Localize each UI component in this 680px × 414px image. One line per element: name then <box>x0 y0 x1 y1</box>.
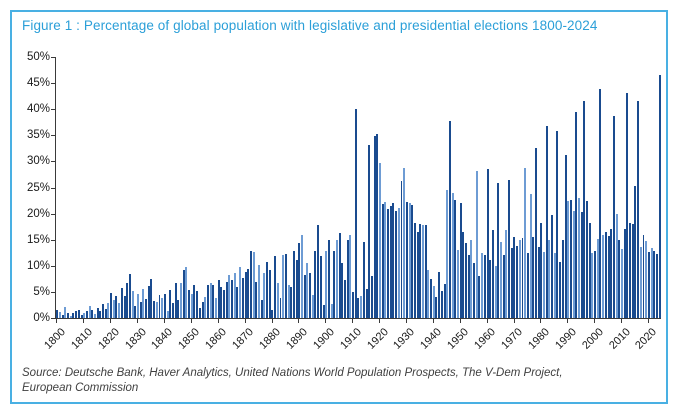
bar-1987 <box>559 262 561 318</box>
x-axis-tick-1820 <box>110 319 111 323</box>
bar-1959 <box>484 255 486 318</box>
bar-1845 <box>177 300 179 318</box>
bar-1838 <box>159 295 161 318</box>
bar-1976 <box>530 194 532 318</box>
bar-1882 <box>277 283 279 318</box>
bar-1989 <box>565 155 567 318</box>
x-axis-label-text: 1970 <box>499 326 525 352</box>
bar-1919 <box>376 134 378 318</box>
bar-1958 <box>481 253 483 318</box>
source-note: Source: Deutsche Bank, Haver Analytics, United Nations World Population Prospects, The V-Dem Project, European Commission <box>22 367 563 394</box>
bar-1863 <box>226 282 228 319</box>
bar-2001 <box>597 239 599 318</box>
y-axis-tick <box>51 135 55 136</box>
bar-1997 <box>586 201 588 319</box>
bar-1944 <box>444 284 446 318</box>
bar-1877 <box>263 273 265 318</box>
bar-1961 <box>489 260 491 319</box>
bar-1935 <box>419 224 421 318</box>
bar-2014 <box>632 224 634 318</box>
x-axis-tick-2010 <box>621 319 622 323</box>
bar-1927 <box>398 208 400 318</box>
bar-1950 <box>460 203 462 318</box>
bar-1853 <box>199 308 201 318</box>
bar-1948 <box>454 200 456 319</box>
bar-1941 <box>435 297 437 318</box>
bar-1884 <box>282 255 284 318</box>
bar-1923 <box>387 209 389 318</box>
bar-1800 <box>56 310 58 318</box>
x-axis-label-text: 1830 <box>122 326 149 352</box>
bar-1947 <box>452 193 454 318</box>
x-axis-tick-1980 <box>540 319 541 323</box>
bar-1966 <box>503 255 505 318</box>
bar-2015 <box>634 186 636 318</box>
x-axis-tick-1890 <box>298 319 299 323</box>
bar-1827 <box>129 274 131 318</box>
bar-1870 <box>245 272 247 319</box>
y-axis-label-30: 30% <box>26 155 50 168</box>
bar-1822 <box>115 296 117 318</box>
bar-1926 <box>395 211 397 318</box>
bar-1913 <box>360 296 362 318</box>
bar-1952 <box>465 243 467 318</box>
bar-1805 <box>70 316 72 318</box>
bar-1918 <box>374 136 376 318</box>
bar-1819 <box>107 303 109 318</box>
x-axis-label-text: 2020 <box>633 326 660 352</box>
bar-1967 <box>505 230 507 318</box>
bar-1813 <box>91 310 93 318</box>
y-axis-tick <box>51 266 55 267</box>
bar-1872 <box>250 251 252 318</box>
figure-frame <box>10 10 668 404</box>
bar-1835 <box>150 279 152 318</box>
x-axis-label-text: 1810 <box>68 326 95 352</box>
bar-1848 <box>185 267 187 318</box>
bar-1925 <box>392 203 394 318</box>
bar-1817 <box>102 304 104 318</box>
bar-1804 <box>67 313 69 318</box>
bar-1917 <box>371 276 373 318</box>
bar-2018 <box>643 235 645 319</box>
y-axis-label-20: 20% <box>26 207 50 220</box>
bar-1837 <box>156 302 158 318</box>
y-axis-tick <box>51 240 55 241</box>
x-axis-tick-1960 <box>487 319 488 323</box>
bar-chart-plot-area <box>55 57 661 319</box>
x-axis-tick-2000 <box>594 319 595 323</box>
x-axis-tick-1870 <box>245 319 246 323</box>
x-axis-label-text: 1860 <box>203 326 230 352</box>
bar-1970 <box>513 237 515 318</box>
bar-1998 <box>589 223 591 318</box>
bar-1963 <box>495 266 497 318</box>
bar-1808 <box>78 310 80 318</box>
bar-1867 <box>236 287 238 318</box>
x-axis-tick-1900 <box>325 319 326 323</box>
bar-1969 <box>511 248 513 319</box>
bar-2017 <box>640 247 642 319</box>
bar-1876 <box>261 300 263 318</box>
bar-1895 <box>312 295 314 318</box>
x-axis-label-text: 1910 <box>337 326 364 352</box>
bar-1847 <box>183 270 185 318</box>
bar-1812 <box>89 306 91 319</box>
bar-1979 <box>538 247 540 319</box>
y-axis-label-45: 45% <box>26 77 50 90</box>
bar-1900 <box>325 251 327 318</box>
bar-1818 <box>105 309 107 318</box>
bar-1869 <box>242 278 244 318</box>
bar-1883 <box>280 298 282 318</box>
x-axis-tick-1930 <box>406 319 407 323</box>
bar-1920 <box>379 163 381 318</box>
y-axis-label-5: 5% <box>33 285 50 298</box>
bar-1871 <box>247 269 249 318</box>
x-axis-label-text: 1920 <box>364 326 391 352</box>
y-axis-tick <box>51 292 55 293</box>
bar-1857 <box>210 283 212 318</box>
bar-1886 <box>288 285 290 318</box>
bar-1806 <box>72 313 74 318</box>
bar-1851 <box>193 285 195 318</box>
bar-1846 <box>180 283 182 318</box>
bar-1937 <box>425 225 427 318</box>
bar-2010 <box>621 249 623 318</box>
bar-1916 <box>368 145 370 318</box>
bar-1977 <box>532 237 534 318</box>
y-axis-label-50: 50% <box>26 51 50 63</box>
bar-1834 <box>148 286 150 318</box>
bar-2022 <box>653 251 655 318</box>
x-axis-label-text: 1930 <box>391 326 418 352</box>
bar-1855 <box>204 297 206 318</box>
x-axis-tick-1850 <box>191 319 192 323</box>
bar-1911 <box>355 109 357 318</box>
y-axis-label-25: 25% <box>26 181 50 194</box>
y-axis-tick <box>51 83 55 84</box>
bar-1922 <box>384 202 386 318</box>
bar-1981 <box>543 252 545 318</box>
bar-1993 <box>575 112 577 318</box>
bar-1910 <box>352 292 354 318</box>
bar-1973 <box>522 238 524 318</box>
x-axis-tick-1970 <box>514 319 515 323</box>
bar-1956 <box>476 171 478 318</box>
bar-1909 <box>349 235 351 319</box>
bar-1936 <box>422 225 424 318</box>
bar-1890 <box>298 243 300 318</box>
x-axis-label-text: 1850 <box>176 326 203 352</box>
bar-2002 <box>599 89 601 318</box>
x-axis-label-text: 1980 <box>525 326 552 352</box>
bar-1841 <box>167 311 169 318</box>
x-axis-tick-1810 <box>83 319 84 323</box>
bar-1924 <box>390 206 392 318</box>
bar-1896 <box>314 251 316 318</box>
bar-1968 <box>508 180 510 318</box>
bar-1824 <box>121 288 123 318</box>
x-axis-tick-1830 <box>137 319 138 323</box>
bar-1954 <box>470 240 472 318</box>
x-axis-label-text: 1990 <box>552 326 579 352</box>
bar-1978 <box>535 148 537 318</box>
bar-1875 <box>258 265 260 318</box>
x-axis-label-text: 1840 <box>149 326 176 352</box>
bar-2013 <box>629 223 631 318</box>
bar-1906 <box>341 263 343 318</box>
bar-1938 <box>427 270 429 318</box>
bar-2024 <box>659 75 661 318</box>
bar-2003 <box>602 235 604 319</box>
bar-1816 <box>99 311 101 318</box>
bar-2007 <box>613 116 615 319</box>
x-axis-tick-1940 <box>433 319 434 323</box>
bar-1891 <box>301 235 303 319</box>
bar-1990 <box>567 201 569 318</box>
bar-1942 <box>438 272 440 318</box>
bar-1953 <box>468 255 470 318</box>
x-axis-tick-1920 <box>379 319 380 323</box>
figure-title: Figure 1 : Percentage of global population with legislative and presidential elections 1800-2024 <box>22 18 598 33</box>
bar-1994 <box>578 198 580 318</box>
y-axis-label-35: 35% <box>26 129 50 142</box>
bar-1842 <box>169 290 171 318</box>
bar-1866 <box>234 273 236 318</box>
bar-1934 <box>417 232 419 318</box>
bar-1825 <box>124 296 126 318</box>
bar-1810 <box>83 313 85 318</box>
bar-2011 <box>624 229 626 318</box>
y-axis-tick <box>51 57 55 58</box>
bar-1929 <box>403 168 405 318</box>
y-axis-label-15: 15% <box>26 233 50 246</box>
bar-1881 <box>274 256 276 318</box>
bar-1849 <box>188 290 190 318</box>
bar-1814 <box>94 314 96 318</box>
bar-1972 <box>519 240 521 318</box>
bar-1999 <box>591 253 593 318</box>
bar-1885 <box>285 254 287 318</box>
bar-1852 <box>196 291 198 318</box>
bar-1912 <box>357 298 359 318</box>
bar-1821 <box>113 300 115 318</box>
bar-1826 <box>126 283 128 319</box>
bar-1889 <box>296 260 298 319</box>
y-axis-label-40: 40% <box>26 103 50 116</box>
bar-1843 <box>172 303 174 318</box>
bar-1928 <box>401 181 403 318</box>
bar-1858 <box>212 285 214 318</box>
x-axis-label-text: 1950 <box>445 326 472 352</box>
bar-1865 <box>231 280 233 318</box>
bar-1975 <box>527 253 529 318</box>
bar-1957 <box>478 276 480 318</box>
x-axis-tick-1990 <box>567 319 568 323</box>
bar-2008 <box>616 214 618 318</box>
bar-1844 <box>175 283 177 318</box>
y-axis-tick <box>51 318 55 319</box>
bar-1985 <box>554 253 556 318</box>
x-axis-label-text: 1820 <box>95 326 122 352</box>
bar-2000 <box>594 251 596 318</box>
bar-1809 <box>81 315 83 318</box>
bar-1892 <box>304 275 306 318</box>
bar-1856 <box>207 285 209 318</box>
bar-1820 <box>110 293 112 318</box>
bar-1807 <box>75 311 77 318</box>
bar-1859 <box>215 298 217 318</box>
bar-1991 <box>570 200 572 319</box>
bar-1873 <box>253 252 255 318</box>
bar-1962 <box>492 230 494 318</box>
bar-1940 <box>433 286 435 318</box>
bar-1939 <box>430 279 432 318</box>
bar-2016 <box>637 101 639 318</box>
bar-2004 <box>605 232 607 318</box>
bar-2005 <box>608 236 610 319</box>
bar-1992 <box>573 211 575 318</box>
y-axis-tick <box>51 161 55 162</box>
x-axis-tick-1860 <box>218 319 219 323</box>
bar-1930 <box>406 202 408 318</box>
x-axis-tick-2020 <box>648 319 649 323</box>
bar-1904 <box>336 240 338 318</box>
bar-1945 <box>446 190 448 318</box>
bar-1862 <box>223 290 225 318</box>
bar-1971 <box>516 246 518 318</box>
bar-1996 <box>583 101 585 318</box>
bar-1879 <box>269 270 271 318</box>
bar-1946 <box>449 121 451 318</box>
bar-2012 <box>626 93 628 319</box>
bar-1850 <box>191 294 193 319</box>
x-axis-tick-1840 <box>164 319 165 323</box>
bar-1949 <box>457 250 459 318</box>
x-axis-label-text: 1960 <box>472 326 499 352</box>
bar-1980 <box>540 223 542 318</box>
bar-1854 <box>202 302 204 318</box>
x-axis-label-text: 1880 <box>257 326 283 352</box>
bar-1839 <box>161 298 163 318</box>
x-axis-tick-1800 <box>56 319 57 323</box>
bar-1943 <box>441 291 443 318</box>
bar-1901 <box>328 240 330 318</box>
bar-1836 <box>153 301 155 318</box>
bar-1903 <box>333 251 335 318</box>
bar-1982 <box>546 126 548 318</box>
bar-1887 <box>290 287 292 318</box>
x-axis-label-text: 1870 <box>230 326 257 352</box>
bar-1986 <box>556 131 558 318</box>
bar-1983 <box>548 240 550 318</box>
bar-1984 <box>551 215 553 318</box>
bar-1864 <box>228 275 230 318</box>
bar-1815 <box>97 308 99 318</box>
bar-2023 <box>656 254 658 318</box>
bar-1811 <box>86 311 88 318</box>
x-axis-label-text: 2010 <box>606 326 633 352</box>
y-axis-label-0: 0% <box>33 312 50 324</box>
bar-1833 <box>145 299 147 318</box>
y-axis-tick <box>51 188 55 189</box>
bar-1801 <box>59 312 61 318</box>
x-axis-label-text: 1800 <box>41 326 68 352</box>
bar-1960 <box>487 169 489 318</box>
x-axis-label-text: 1890 <box>283 326 310 352</box>
y-axis-label-10: 10% <box>26 259 50 272</box>
bar-1897 <box>317 225 319 318</box>
bar-1931 <box>409 203 411 318</box>
bar-1898 <box>320 256 322 318</box>
bar-1915 <box>366 289 368 318</box>
bar-2019 <box>645 241 647 318</box>
bar-1860 <box>218 280 220 318</box>
bar-1840 <box>164 294 166 319</box>
x-axis-label-text: 1900 <box>310 326 337 352</box>
bar-1868 <box>239 267 241 318</box>
bar-1888 <box>293 251 295 318</box>
bar-1933 <box>414 223 416 318</box>
bar-1832 <box>142 289 144 318</box>
x-axis-label-text: 2000 <box>579 326 606 352</box>
bar-1803 <box>64 307 66 319</box>
bar-1902 <box>331 304 333 318</box>
bar-1914 <box>363 242 365 318</box>
x-axis-tick-1880 <box>272 319 273 323</box>
bar-1974 <box>524 168 526 318</box>
bar-1951 <box>462 232 464 318</box>
bar-1921 <box>382 204 384 318</box>
y-axis-tick <box>51 214 55 215</box>
bar-1995 <box>581 212 583 318</box>
bar-1905 <box>339 233 341 318</box>
bar-1829 <box>134 306 136 319</box>
bar-1823 <box>118 303 120 318</box>
x-axis-tick-1950 <box>460 319 461 323</box>
bar-2021 <box>651 248 653 318</box>
bar-1899 <box>323 305 325 318</box>
bar-2006 <box>610 229 612 318</box>
bar-1893 <box>306 263 308 318</box>
bar-1878 <box>266 262 268 318</box>
bar-1988 <box>562 240 564 318</box>
bar-2020 <box>648 252 650 318</box>
bar-1908 <box>347 240 349 318</box>
bar-1880 <box>271 310 273 318</box>
bar-1932 <box>411 205 413 318</box>
bar-1861 <box>220 287 222 318</box>
x-axis-tick-1910 <box>352 319 353 323</box>
bar-1907 <box>344 280 346 318</box>
bar-1831 <box>140 302 142 318</box>
y-axis-tick <box>51 109 55 110</box>
bar-1874 <box>255 282 257 319</box>
x-axis-label-text: 1940 <box>418 326 445 352</box>
bar-1965 <box>500 242 502 318</box>
bar-1802 <box>62 315 64 318</box>
bar-1955 <box>473 263 475 318</box>
bar-1828 <box>132 291 134 318</box>
bar-2009 <box>618 240 620 318</box>
bar-1894 <box>309 273 311 318</box>
bar-1830 <box>137 294 139 318</box>
bar-1964 <box>497 183 499 318</box>
